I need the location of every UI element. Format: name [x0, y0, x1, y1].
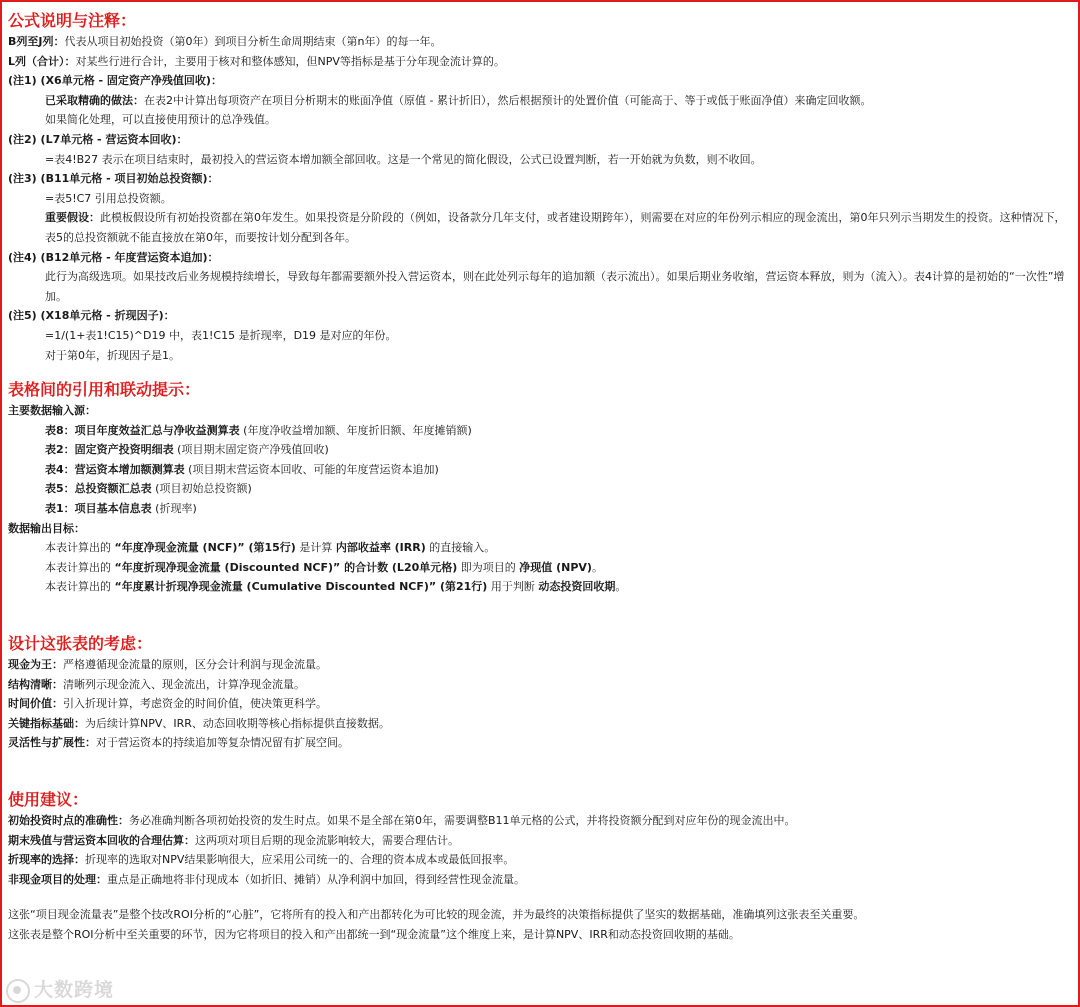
note2-title: (注2) (L7单元格 - 营运资本回收)：	[8, 132, 188, 146]
note-b-columns: B列至J列：代表从项目初始投资（第0年）到项目分析生命周期结束（第n年）的每一年。	[8, 35, 442, 48]
note1-title: (注1) (X6单元格 - 固定资产净残值回收)：	[8, 74, 222, 88]
output-irr: 本表计算出的 “年度净现金流量 (NCF)” (第15行) 是计算 内部收益率 (IRR) 的直接输入。	[45, 541, 496, 555]
output-npv: 本表计算出的 “年度折现净现金流量 (Discounted NCF)” 的合计数 (L20单元格) 即为项目的 净现值 (NPV)。	[45, 560, 603, 574]
note3-title: (注3) (B11单元格 - 项目初始总投资额)：	[8, 172, 219, 186]
note3-formula: =表5!C7 引用总投资额。	[45, 191, 172, 205]
sources-label: 主要数据输入源：	[8, 404, 96, 418]
note2-text: =表4!B27 表示在项目结束时，最初投入的营运资本增加额全部回收。这是一个常见的简化假设，公式已设置判断，若一开始就为负数，则不收回。	[45, 152, 762, 166]
section-title-formulas: 公式说明与注释：	[8, 11, 137, 30]
output-payback: 本表计算出的 “年度累计折现净现金流量 (Cumulative Discounted NCF)” (第21行) 用于判断 动态投资回收期。	[45, 580, 627, 594]
usage-item: 期末残值与营运资本回收的合理估算：这两项对项目后期的现金流影响较大，需要合理估计。	[8, 833, 459, 847]
usage-item: 折现率的选择：折现率的选取对NPV结果影响很大，应采用公司统一的、合理的资本成本或最低回报率。	[8, 853, 515, 867]
source-item: 表8：项目年度效益汇总与净收益测算表 (年度净收益增加额、年度折旧额、年度摊销额)	[45, 423, 472, 437]
design-item: 关键指标基础：为后续计算NPV、IRR、动态回收期等核心指标提供直接数据。	[8, 716, 390, 730]
note5-year0: 对于第0年，折现因子是1。	[45, 348, 180, 362]
note-l-column: L列（合计）：对某些行进行合计，主要用于核对和整体感知，但NPV等指标是基于分年现金流计算的。	[8, 54, 505, 68]
document-page	[8, 10, 1070, 945]
watermark-logo-icon	[6, 979, 30, 1003]
summary-heart: 这张“项目现金流量表”是整个技改ROI分析的“心脏”，它将所有的投入和产出都转化为可比较的现金流，并为最终的决策指标提供了坚实的数据基础，准确填列这张表至关重要。	[8, 908, 865, 922]
source-item: 表5：总投资额汇总表 (项目初始总投资额)	[45, 482, 252, 496]
section-title-design: 设计这张表的考虑：	[8, 634, 153, 654]
note5-title: (注5) (X18单元格 - 折现因子)：	[8, 309, 175, 323]
summary-foundation: 这张表是整个ROI分析中至关重要的环节，因为它将项目的投入和产出都统一到“现金流量”这个维度上来，是计算NPV、IRR和动态投资回收期的基础。	[8, 927, 740, 941]
watermark: 大数跨境	[6, 975, 114, 1003]
source-item: 表4：营运资本增加额测算表 (项目期末营运资本回收、可能的年度营运资本追加)	[45, 462, 439, 476]
design-item: 现金为王：严格遵循现金流量的原则，区分会计利润与现金流量。	[8, 658, 327, 672]
note5-formula: =1/(1+表1!C15)^D19 中，表1!C15 是折现率，D19 是对应的年份。	[45, 328, 397, 342]
note3-assumption: 重要假设：此模板假设所有初始投资都在第0年发生。如果投资是分阶段的（例如，设备款分几年支付，或者建设期跨年），则需要在对应的年份列示相应的现金流出，第0年只列示当期发生的投资。这种情况下，表5的总投资额就不能直接放在第0年，而要按计划分配到各年。	[45, 211, 1066, 244]
note4-title: (注4) (B12单元格 - 年度营运资本追加)：	[8, 250, 219, 264]
usage-item: 初始投资时点的准确性：务必准确判断各项初始投资的发生时点。如果不是全部在第0年，需要调整B11单元格的公式，并将投资额分配到对应年份的现金流出中。	[8, 814, 796, 827]
design-item: 时间价值：引入折现计算，考虑资金的时间价值，使决策更科学。	[8, 697, 327, 711]
design-item: 灵活性与扩展性：对于营运资本的持续追加等复杂情况留有扩展空间。	[8, 736, 349, 750]
note1-simplified: 如果简化处理，可以直接使用预计的总净残值。	[45, 113, 276, 127]
outputs-label: 数据输出目标：	[8, 521, 85, 535]
section-title-usage: 使用建议：	[8, 790, 89, 809]
source-item: 表1：项目基本信息表 (折现率)	[45, 502, 197, 516]
usage-item: 非现金项目的处理：重点是正确地将非付现成本（如折旧、摊销）从净利润中加回，得到经营性现金流量。	[8, 872, 525, 886]
source-item: 表2：固定资产投资明细表 (项目期末固定资产净残值回收)	[45, 443, 329, 457]
section-title-references: 表格间的引用和联动提示：	[8, 380, 201, 400]
design-item: 结构清晰：清晰列示现金流入、现金流出，计算净现金流量。	[8, 677, 305, 691]
note1-precise: 已采取精确的做法：在表2中计算出每项资产在项目分析期末的账面净值（原值 - 累计折旧），然后根据预计的处置价值（可能高于、等于或低于账面净值）来确定回收额。	[45, 93, 872, 107]
note4-text: 此行为高级选项。如果技改后业务规模持续增长，导致每年都需要额外投入营运资本，则在此处列示每年的追加额（表示流出）。如果后期业务收缩，营运资本释放，则为（流入）。表4计算的是初始的“一次性”增加。	[45, 270, 1065, 303]
